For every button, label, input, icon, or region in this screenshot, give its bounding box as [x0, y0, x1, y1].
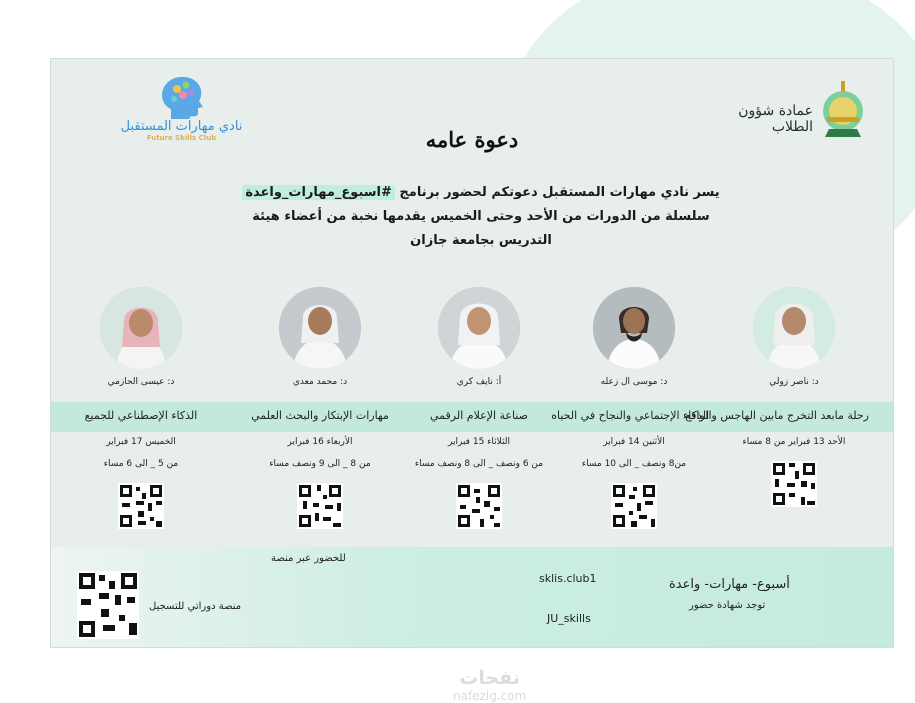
qr-code[interactable]	[118, 483, 164, 529]
qr-code-icon	[456, 483, 502, 529]
club-name-english: Future Skills Club	[146, 134, 217, 142]
course-topic: مهارات الإبتكار والبحث العلمي	[251, 409, 389, 422]
intro-line-2: سلسلة من الدورات من الأحد وحتى الخميس يقدمها نخبة من أعضاء هيئة	[252, 209, 710, 224]
intro-line-1	[181, 181, 781, 205]
course-topic: صناعة الإعلام الرقمي	[430, 409, 528, 422]
club-site-handle: sklis.club1	[539, 572, 597, 585]
speaker-card	[551, 287, 709, 529]
course-topic: الذكاء الإجتماعي والنجاح في الحياه	[551, 409, 709, 422]
course-time: من 5 _ الى 6 مساء	[103, 459, 179, 469]
course-date: الخميس 17 فبراير	[106, 437, 176, 447]
registration-qr-code[interactable]	[77, 571, 139, 639]
course-time: من 8 _ الى 9 ونصف مساء	[269, 459, 371, 469]
speaker-name: د: ناصر زولي	[769, 377, 819, 387]
speaker-avatar	[438, 287, 520, 369]
program-hashtag: #اسبوع_مهارات_واعدة	[242, 185, 395, 200]
qr-code[interactable]	[456, 483, 502, 529]
speaker-avatar	[100, 287, 182, 369]
speaker-card	[66, 287, 216, 529]
footer-band	[51, 547, 893, 647]
intro-line-1-text: يسر نادي مهارات المستقبل دعوتكم لحضور برنامج	[394, 185, 720, 200]
speaker-photo-icon	[100, 287, 182, 369]
intro-line-3: التدريس بجامعة جازان	[410, 233, 552, 248]
qr-code[interactable]	[771, 461, 817, 507]
speaker-avatar	[279, 287, 361, 369]
watermark-arabic: نفحات	[459, 667, 520, 689]
course-topic: الذكاء الإصطناعي للجميع	[84, 409, 198, 422]
speaker-photo-icon	[438, 287, 520, 369]
invitation-poster	[50, 58, 894, 703]
attend-via-label: للحضور عبر منصة	[271, 553, 346, 564]
intro-text	[181, 181, 781, 253]
speaker-avatar	[753, 287, 835, 369]
speaker-card	[685, 287, 869, 507]
social-handle: JU_skills	[547, 612, 591, 625]
speaker-name: د: موسى ال زعله	[600, 377, 668, 387]
course-time: من8 ونصف _ الى 10 مساء	[581, 459, 687, 469]
page-title: دعوة عامه	[425, 127, 519, 152]
qr-code-icon	[118, 483, 164, 529]
qr-code-icon	[611, 483, 657, 529]
speaker-photo-icon	[593, 287, 675, 369]
course-date: الأربعاء 16 فبراير	[287, 437, 353, 447]
qr-code-icon	[297, 483, 343, 529]
watermark-url: nafezlg.com	[453, 689, 527, 703]
speaker-photo-icon	[753, 287, 835, 369]
qr-code-icon	[771, 461, 817, 507]
registration-platform-label: منصة دوراتي للتسجيل	[149, 601, 242, 612]
course-time: من 6 ونصف _ الى 8 ونصف مساء	[414, 459, 544, 469]
head-profile-icon	[153, 71, 211, 123]
speaker-card	[404, 287, 554, 529]
speaker-name: د: محمد معدي	[292, 377, 348, 387]
qr-code-icon	[77, 571, 139, 639]
course-date: الأثنين 14 فبراير	[603, 437, 665, 447]
speaker-photo-icon	[279, 287, 361, 369]
watermark	[453, 667, 526, 703]
course-topic: رحلة مابعد التخرج مابين الهاجس والواقع	[685, 409, 869, 422]
club-name-arabic: نادي مهارات المستقبل	[120, 119, 243, 134]
speaker-card	[245, 287, 395, 529]
course-date: الأحد 13 فبراير من 8 مساء	[742, 437, 846, 447]
speaker-name: أ: نايف كري	[456, 377, 502, 387]
deanship-motto: عمادة شؤون الطلاب	[738, 103, 813, 135]
program-week-name: أسبوع- مهارات- واعدة	[669, 577, 790, 592]
qr-code[interactable]	[611, 483, 657, 529]
certificate-note: توجد شهادة حضور	[689, 600, 766, 611]
course-date: الثلاثاء 15 فبراير	[448, 437, 510, 447]
speaker-name: د: عيسى الحازمي	[107, 377, 175, 387]
speaker-avatar	[593, 287, 675, 369]
qr-code[interactable]	[297, 483, 343, 529]
